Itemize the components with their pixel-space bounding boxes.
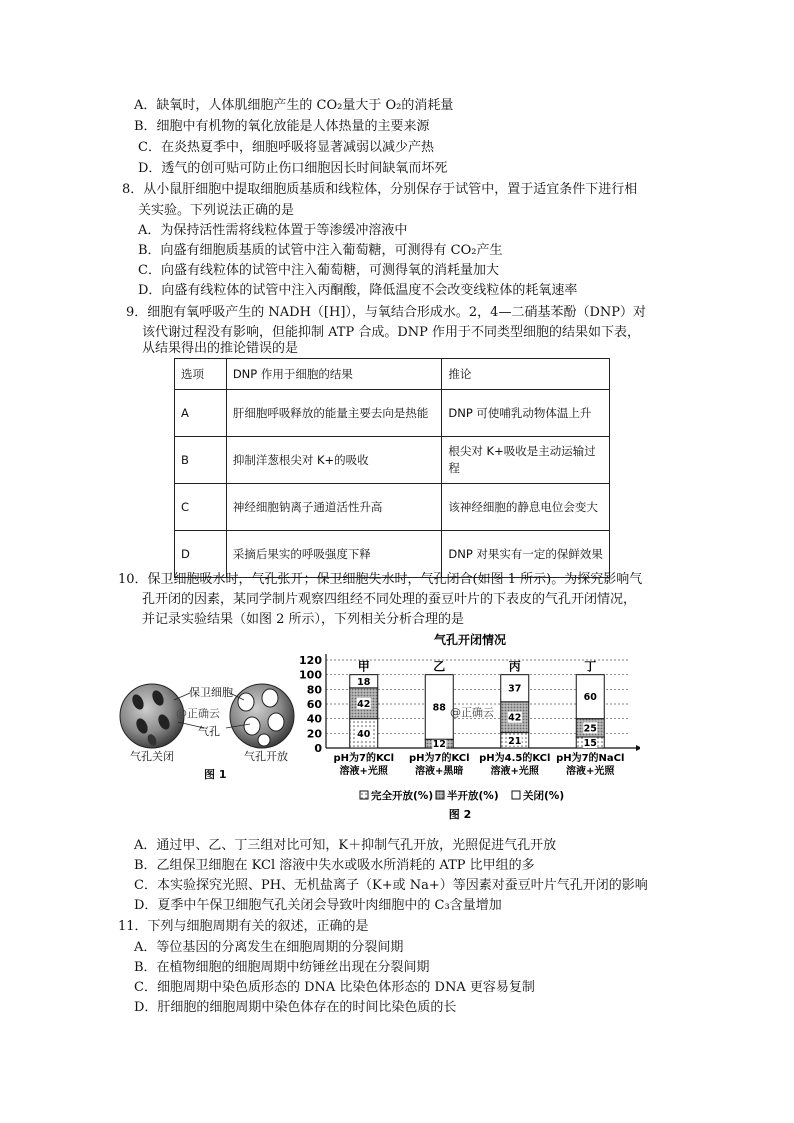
q8-option-a: A．为保持活性需将线粒体置于等渗缓冲溶液中 — [138, 223, 408, 238]
q8-stem-line1: 8．从小鼠肝细胞中提取细胞质基质和线粒体，分别保存于试管中，置于适宜条件下进行相 — [122, 182, 638, 197]
table-cell: C — [175, 484, 227, 531]
group-label: 丙 — [508, 659, 521, 674]
q10-stem-line3: 并记录实验结果（如图 2 所示），下列相关分析合理的是 — [142, 612, 465, 627]
figure-2-caption: 图 2 — [448, 808, 472, 821]
legend-swatch — [512, 791, 520, 799]
guard-cell-label: 保卫细胞 — [189, 686, 233, 699]
stomata-bar-chart — [300, 628, 640, 824]
open-stoma — [230, 684, 294, 748]
data-label: 60 — [583, 692, 597, 704]
data-label: 40 — [357, 728, 371, 740]
legend-label: 半开放(%) — [447, 790, 499, 802]
q11-option-c: C．细胞周期中染色质形态的 DNA 比染色体形态的 DNA 更容易复制 — [134, 980, 535, 995]
table-cell: DNP 可使哺乳动物体温上升 — [442, 390, 610, 437]
table-cell: D — [175, 531, 227, 578]
chart-title: 气孔开闭情况 — [433, 633, 507, 647]
q7-option-a: A．缺氧时，人体肌细胞产生的 CO₂量大于 O₂的消耗量 — [134, 98, 454, 113]
q10-option-c: C．本实验探究光照、PH、无机盐离子（K+或 Na+）等因素对蚕豆叶片气孔开闭的影响 — [134, 878, 648, 893]
q9-stem-line3: 从结果得出的推论错误的是 — [142, 341, 299, 356]
data-label: 21 — [508, 735, 522, 747]
category-label-line1: pH为7的KCl — [333, 753, 395, 764]
table-cell: DNP 对果实有一定的保鲜效果 — [442, 531, 610, 578]
y-tick-label: 120 — [300, 654, 322, 667]
table-cell: A — [175, 390, 227, 437]
table-row — [175, 484, 610, 531]
pore-label: 气孔 — [198, 725, 220, 738]
table-cell: B — [175, 437, 227, 484]
data-label: 42 — [357, 698, 371, 710]
table-header-row — [175, 359, 610, 390]
table-cell: 抑制洋葱根尖对 K+的吸收 — [226, 437, 442, 484]
table-cell: 根尖对 K+吸收是主动运输过程 — [442, 437, 610, 484]
legend-label: 完全开放(%) — [371, 790, 434, 802]
q11-option-d: D．肝细胞的细胞周期中染色体存在的时间比染色质的长 — [134, 1000, 457, 1015]
data-label: 18 — [357, 676, 371, 688]
category-label-line1: pH为7的KCl — [408, 753, 470, 764]
figure-2-chart — [300, 628, 640, 824]
q9-stem-line2: 该代谢过程没有影响，但能抑制 ATP 合成。DNP 作用于不同类型细胞的结果如下表， — [142, 325, 641, 340]
table-header-cell: 推论 — [442, 359, 610, 390]
y-tick-label: 20 — [306, 727, 322, 741]
table-header-cell: DNP 作用于细胞的结果 — [226, 359, 442, 390]
category-label-line1: pH为4.5的KCl — [479, 753, 551, 764]
legend-swatch — [360, 791, 368, 799]
legend-swatch — [436, 791, 444, 799]
table-row — [175, 390, 610, 437]
data-label: 37 — [508, 683, 522, 695]
q10-stem-line2: 孔开闭的因素，某同学制片观察四组经不同处理的蚕豆叶片的下表皮的气孔开闭情况， — [142, 592, 637, 607]
q8-stem-line2: 关实验。下列说法正确的是 — [138, 203, 295, 218]
table-cell: 肝细胞呼吸释放的能量主要去向是热能 — [226, 390, 442, 437]
q8-option-d: D．向盛有线粒体的试管中注入丙酮酸，降低温度不会改变线粒体的耗氧速率 — [138, 283, 578, 298]
figure-1-caption: 图 1 — [204, 768, 227, 781]
y-tick-label: 100 — [300, 668, 322, 682]
closed-stoma — [120, 684, 184, 748]
table-row — [175, 437, 610, 484]
dnp-table — [174, 358, 610, 578]
q11-stem: 11．下列与细胞周期有关的叙述，正确的是 — [118, 919, 369, 934]
y-tick-label: 80 — [306, 683, 322, 697]
q7-option-c: C．在炎热夏季中，细胞呼吸将显著减弱以减少产热 — [138, 140, 434, 155]
q10-stem-line1: 10．保卫细胞吸水时，气孔张开；保卫细胞失水时，气孔闭合(如图 1 所示)。为探究影响气 — [118, 572, 643, 587]
q11-option-a: A．等位基因的分离发生在细胞周期的分裂间期 — [134, 940, 404, 955]
table-cell: 神经细胞钠离子通道活性升高 — [226, 484, 442, 531]
data-label: 15 — [583, 738, 597, 749]
y-tick-label: 60 — [306, 698, 322, 711]
open-label: 气孔开放 — [244, 750, 288, 763]
figure-1-stomata — [112, 666, 302, 786]
q9-stem-line1: 9．细胞有氧呼吸产生的 NADH（[H]），与氧结合形成水。2，4—二硝基苯酚（DNP）对 — [126, 305, 646, 320]
data-label: 42 — [508, 712, 522, 724]
chart-watermark: @正确云 — [450, 706, 494, 719]
q10-option-d: D．夏季中午保卫细胞气孔关闭会导致叶肉细胞中的 C₃含量增加 — [134, 898, 502, 913]
category-label-line2: 溶液+光照 — [339, 766, 388, 777]
category-label-line2: 溶液+光照 — [566, 766, 615, 777]
data-label: 88 — [432, 702, 446, 714]
x-axis-arrow — [636, 745, 640, 751]
group-label: 甲 — [357, 659, 370, 674]
legend-label: 关闭(%) — [523, 790, 565, 802]
watermark: @正确云 — [176, 707, 220, 720]
q7-option-d: D．透气的创可贴可防止伤口细胞因长时间缺氧而坏死 — [138, 161, 448, 176]
q8-option-b: B．向盛有细胞质基质的试管中注入葡萄糖，可测得有 CO₂产生 — [138, 243, 503, 258]
category-label-line2: 溶液+光照 — [490, 766, 539, 777]
table-cell: 采摘后果实的呼吸强度下释 — [226, 531, 442, 578]
y-tick-label: 0 — [314, 742, 322, 755]
y-tick-label: 40 — [306, 712, 322, 726]
q7-option-b: B．细胞中有机物的氧化放能是人体热量的主要来源 — [134, 119, 430, 134]
category-label-line2: 溶液+黑暗 — [415, 766, 464, 777]
data-label: 12 — [432, 739, 446, 751]
data-label: 25 — [583, 723, 597, 735]
table-header-cell: 选项 — [175, 359, 227, 390]
closed-label: 气孔关闭 — [130, 750, 174, 763]
group-label: 乙 — [433, 659, 446, 674]
table-cell: 该神经细胞的静息电位会变大 — [442, 484, 610, 531]
q10-option-a: A．通过甲、乙、丁三组对比可知，K＋抑制气孔开放，光照促进气孔开放 — [134, 838, 557, 853]
group-label: 丁 — [584, 659, 597, 674]
q11-option-b: B．在植物细胞的细胞周期中纺锤丝出现在分裂间期 — [134, 960, 430, 975]
q10-option-b: B．乙组保卫细胞在 KCl 溶液中失水或吸水所消耗的 ATP 比甲组的多 — [134, 858, 535, 873]
category-label-line1: pH为7的NaCl — [556, 753, 625, 764]
q8-option-c: C．向盛有线粒体的试管中注入葡萄糖，可测得氧的消耗量加大 — [138, 263, 499, 278]
